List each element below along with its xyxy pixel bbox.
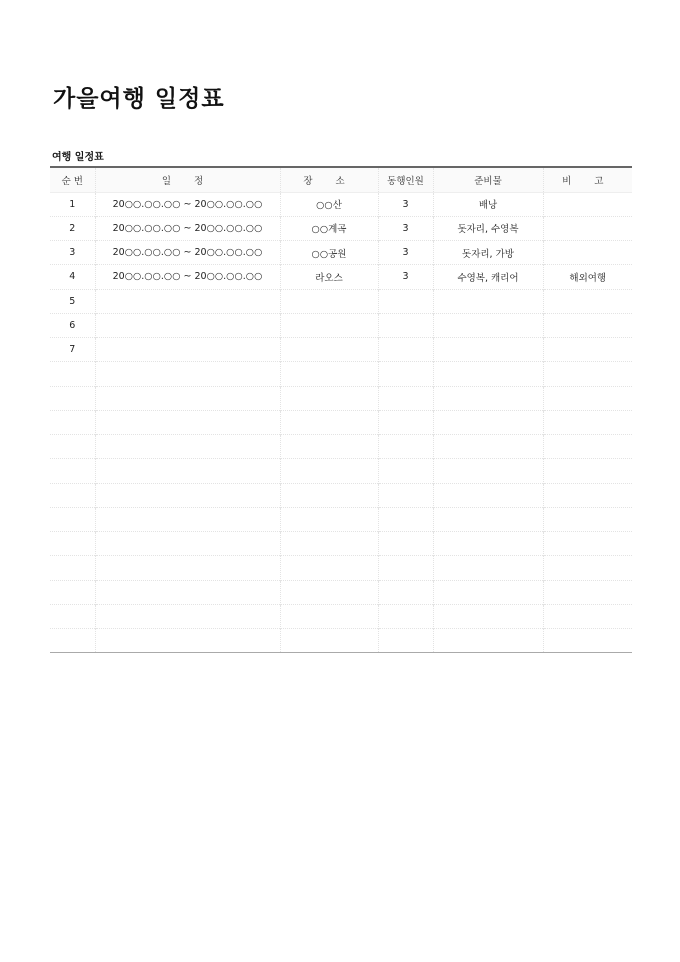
table-row — [50, 507, 632, 531]
cell-supplies — [433, 289, 543, 313]
cell-number: 5 — [50, 289, 95, 313]
table-row — [50, 410, 632, 434]
cell-place — [280, 507, 378, 531]
cell-notes — [543, 216, 632, 240]
cell-companions — [378, 556, 433, 580]
cell-supplies — [433, 362, 543, 386]
cell-number — [50, 459, 95, 483]
cell-companions — [378, 459, 433, 483]
cell-place — [280, 386, 378, 410]
table-row — [50, 483, 632, 507]
cell-notes — [543, 580, 632, 604]
table-row — [50, 580, 632, 604]
cell-period — [95, 410, 280, 434]
cell-supplies — [433, 532, 543, 556]
cell-period — [95, 580, 280, 604]
cell-companions: 3 — [378, 265, 433, 289]
cell-place — [280, 362, 378, 386]
cell-place — [280, 435, 378, 459]
cell-supplies — [433, 386, 543, 410]
cell-notes — [543, 604, 632, 628]
cell-number: 1 — [50, 192, 95, 216]
cell-supplies — [433, 410, 543, 434]
cell-supplies — [433, 507, 543, 531]
table-row — [50, 362, 632, 386]
cell-period: 20○○.○○.○○ ~ 20○○.○○.○○ — [95, 192, 280, 216]
table-row — [50, 604, 632, 628]
cell-supplies: 배낭 — [433, 192, 543, 216]
cell-companions — [378, 580, 433, 604]
cell-number: 3 — [50, 241, 95, 265]
cell-place — [280, 580, 378, 604]
cell-place: 라오스 — [280, 265, 378, 289]
cell-notes — [543, 532, 632, 556]
cell-period — [95, 362, 280, 386]
cell-period: 20○○.○○.○○ ~ 20○○.○○.○○ — [95, 216, 280, 240]
cell-companions: 3 — [378, 241, 433, 265]
cell-notes — [543, 241, 632, 265]
cell-place — [280, 289, 378, 313]
cell-supplies — [433, 313, 543, 337]
cell-place: ○○공원 — [280, 241, 378, 265]
cell-period — [95, 483, 280, 507]
cell-notes — [543, 507, 632, 531]
cell-place — [280, 410, 378, 434]
cell-notes — [543, 435, 632, 459]
cell-period — [95, 386, 280, 410]
cell-supplies — [433, 483, 543, 507]
table-row — [50, 338, 632, 362]
cell-number: 4 — [50, 265, 95, 289]
table-row — [50, 313, 632, 337]
table-row — [50, 289, 632, 313]
cell-number — [50, 362, 95, 386]
cell-notes — [543, 410, 632, 434]
cell-period — [95, 532, 280, 556]
schedule-table — [50, 166, 632, 653]
cell-supplies — [433, 435, 543, 459]
cell-companions — [378, 386, 433, 410]
cell-place — [280, 532, 378, 556]
cell-period — [95, 313, 280, 337]
cell-supplies — [433, 629, 543, 653]
cell-companions — [378, 289, 433, 313]
cell-companions — [378, 338, 433, 362]
cell-companions — [378, 532, 433, 556]
cell-number: 2 — [50, 216, 95, 240]
cell-place — [280, 338, 378, 362]
header-place: 장 소 — [280, 167, 378, 192]
cell-notes — [543, 386, 632, 410]
cell-notes — [543, 629, 632, 653]
table-row — [50, 629, 632, 653]
cell-notes — [543, 362, 632, 386]
table-row — [50, 435, 632, 459]
cell-place — [280, 629, 378, 653]
cell-companions: 3 — [378, 192, 433, 216]
cell-supplies: 돗자리, 수영복 — [433, 216, 543, 240]
cell-notes — [543, 338, 632, 362]
cell-place: ○○계곡 — [280, 216, 378, 240]
cell-number — [50, 532, 95, 556]
cell-notes — [543, 192, 632, 216]
table-row — [50, 459, 632, 483]
cell-number — [50, 507, 95, 531]
table-row — [50, 386, 632, 410]
cell-number — [50, 410, 95, 434]
cell-place — [280, 604, 378, 628]
cell-companions — [378, 313, 433, 337]
cell-supplies — [433, 556, 543, 580]
header-notes: 비 고 — [543, 167, 632, 192]
cell-period — [95, 435, 280, 459]
cell-number — [50, 580, 95, 604]
cell-companions — [378, 604, 433, 628]
cell-period — [95, 507, 280, 531]
cell-companions — [378, 410, 433, 434]
cell-companions — [378, 507, 433, 531]
table-header-row — [50, 167, 632, 192]
header-number: 순 번 — [50, 167, 95, 192]
cell-notes: 해외여행 — [543, 265, 632, 289]
cell-companions: 3 — [378, 216, 433, 240]
header-period: 일 정 — [95, 167, 280, 192]
cell-notes — [543, 313, 632, 337]
cell-number — [50, 629, 95, 653]
cell-number: 7 — [50, 338, 95, 362]
cell-notes — [543, 556, 632, 580]
cell-companions — [378, 629, 433, 653]
cell-companions — [378, 435, 433, 459]
table-caption: 여행 일정표 — [52, 152, 104, 163]
cell-place — [280, 483, 378, 507]
cell-place — [280, 313, 378, 337]
cell-period — [95, 556, 280, 580]
cell-supplies — [433, 604, 543, 628]
table-row — [50, 216, 632, 240]
page-title: 가을여행 일정표 — [53, 86, 225, 112]
cell-period — [95, 604, 280, 628]
cell-number: 6 — [50, 313, 95, 337]
table-row — [50, 265, 632, 289]
header-companions: 동행인원 — [378, 167, 433, 192]
cell-supplies: 돗자리, 가방 — [433, 241, 543, 265]
cell-period — [95, 629, 280, 653]
cell-place: ○○산 — [280, 192, 378, 216]
cell-number — [50, 604, 95, 628]
cell-number — [50, 386, 95, 410]
cell-supplies — [433, 338, 543, 362]
cell-number — [50, 435, 95, 459]
cell-companions — [378, 362, 433, 386]
cell-number — [50, 556, 95, 580]
header-supplies: 준비물 — [433, 167, 543, 192]
cell-period — [95, 338, 280, 362]
cell-period: 20○○.○○.○○ ~ 20○○.○○.○○ — [95, 265, 280, 289]
cell-period: 20○○.○○.○○ ~ 20○○.○○.○○ — [95, 241, 280, 265]
cell-companions — [378, 483, 433, 507]
table-row — [50, 241, 632, 265]
cell-place — [280, 556, 378, 580]
table-row — [50, 192, 632, 216]
cell-notes — [543, 483, 632, 507]
table-row — [50, 556, 632, 580]
cell-supplies: 수영복, 캐리어 — [433, 265, 543, 289]
cell-notes — [543, 459, 632, 483]
cell-supplies — [433, 580, 543, 604]
cell-period — [95, 459, 280, 483]
cell-number — [50, 483, 95, 507]
cell-notes — [543, 289, 632, 313]
cell-place — [280, 459, 378, 483]
table-row — [50, 532, 632, 556]
cell-period — [95, 289, 280, 313]
cell-supplies — [433, 459, 543, 483]
